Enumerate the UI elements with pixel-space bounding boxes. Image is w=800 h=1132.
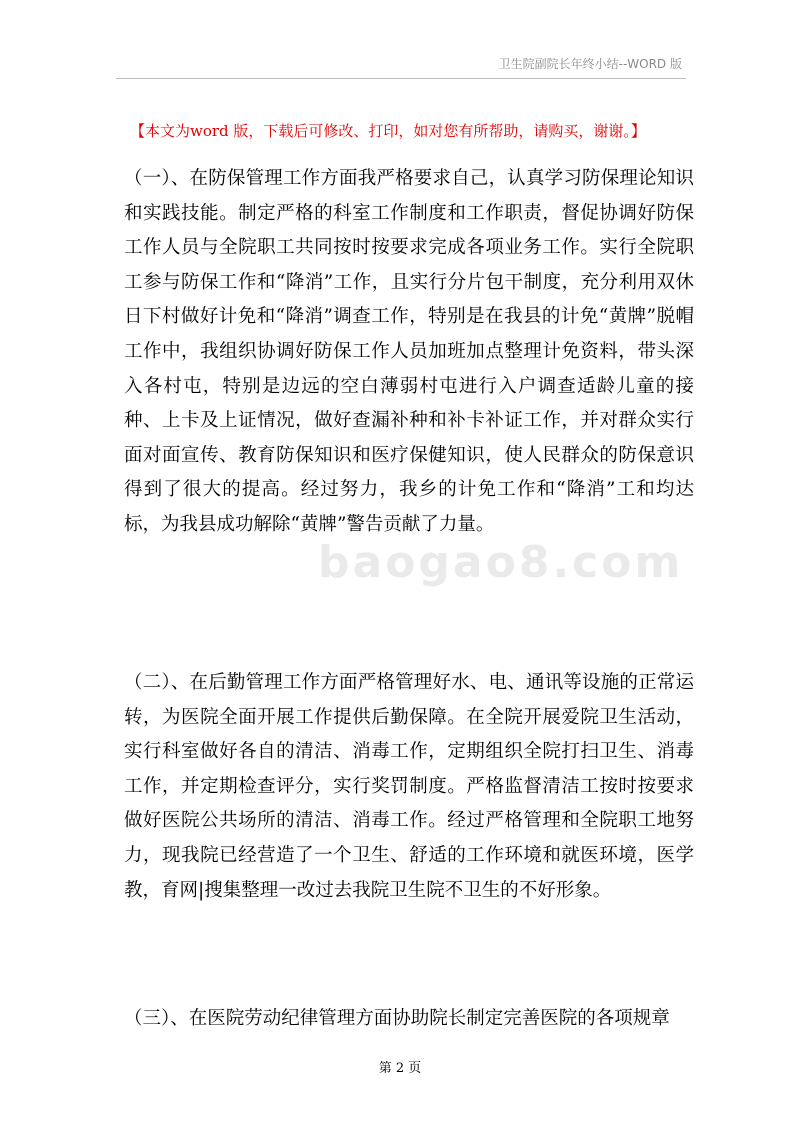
watermark-text: baogao8.com (318, 537, 684, 588)
paragraph-labor-discipline: （三）、在医院劳动纪律管理方面协助院长制定完善医院的各项规章 (124, 1008, 670, 1029)
page-header-title: 卫生院副院长年终小结--WORD 版 (498, 57, 682, 71)
header-divider (116, 78, 686, 79)
paragraph-prevention-management: （一）、在防保管理工作方面我严格要求自己，认真学习防保理论知识和实践技能。制定严格的科室工作制度和工作职责，督促协调好防保工作人员与全院职工共同按时按要求完成各项业务工作。实行全院职工参与防保工作和“降消”工作，且实行分片包干制度，充分利用双休日下村做好计免和“降消”调查工作，特别是在我县的计免“黄牌”脱帽工作中，我组织协调好防保工作人员加班加点整理计免资料，带头深入各村屯，特别是边远的空白薄弱村屯进行入户调查适龄儿童的接种、上卡及上证情况，做好查漏补种和补卡补证工作，并对群众实行面对面宣传、教育防保知识和医疗保健知识，使人民群众的防保意识得到了很大的提高。经过努力，我乡的计免工作和“降消”工和均达标，为我县成功解除“黄牌”警告贡献了力量。 (124, 168, 694, 535)
download-notice: 【本文为word 版，下载后可修改、打印，如对您有所帮助，请购买，谢谢。】 (130, 122, 646, 140)
page-number: 第 2 页 (378, 1061, 422, 1076)
paragraph-logistics-management: （二）、在后勤管理工作方面严格管理好水、电、通讯等设施的正常运转，为医院全面开展工作提供后勤保障。在全院开展爱院卫生活动，实行科室做好各自的清洁、消毒工作，定期组织全院打扫卫生、消毒工作，并定期检查评分，实行奖罚制度。严格监督清洁工按时按要求做好医院公共场所的清洁、消毒工作。经过严格管理和全院职工地努力，现我院已经营造了一个卫生、舒适的工作环境和就医环境，医学教，育网|搜集整理一改过去我院卫生院不卫生的不好形象。 (124, 672, 694, 901)
